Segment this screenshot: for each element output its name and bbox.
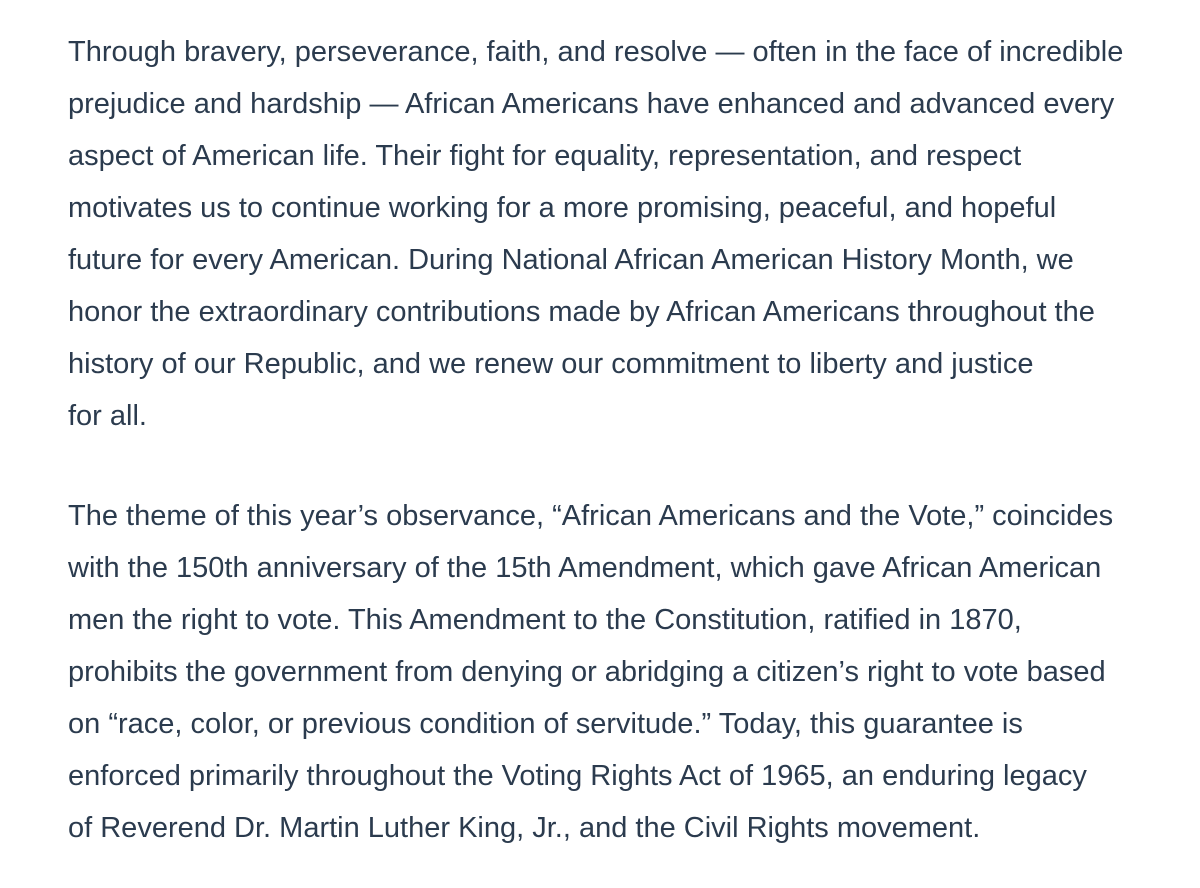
paragraph-line: with the 150th anniversary of the 15th Amendment, which gave African American xyxy=(68,552,1102,584)
paragraph-line: on “race, color, or previous condition of servitude.” Today, this guarantee is xyxy=(68,708,1023,740)
paragraph-line: men the right to vote. This Amendment to the Constitution, ratified in 1870, xyxy=(68,604,1022,636)
paragraph-line: for all. xyxy=(68,400,147,432)
paragraph-line: enforced primarily throughout the Voting Rights Act of 1965, an enduring legacy xyxy=(68,760,1087,792)
paragraph-2 xyxy=(68,490,1168,854)
paragraph-line: The theme of this year’s observance, “African Americans and the Vote,” coincides xyxy=(68,500,1114,532)
paragraph-line: of Reverend Dr. Martin Luther King, Jr., and the Civil Rights movement. xyxy=(68,812,981,844)
paragraph-line: future for every American. During National African American History Month, we xyxy=(68,244,1074,276)
paragraph-line: prohibits the government from denying or abridging a citizen’s right to vote based xyxy=(68,656,1106,688)
paragraph-line: motivates us to continue working for a more promising, peaceful, and hopeful xyxy=(68,192,1057,224)
paragraph-line: history of our Republic, and we renew our commitment to liberty and justice xyxy=(68,348,1034,380)
paragraph-line: Through bravery, perseverance, faith, and resolve — often in the face of incredible xyxy=(68,36,1124,68)
paragraph-line: prejudice and hardship — African Americans have enhanced and advanced every xyxy=(68,88,1115,120)
paragraph-1 xyxy=(68,26,1168,442)
paragraph-line: aspect of American life. Their fight for equality, representation, and respect xyxy=(68,140,1022,172)
article-body xyxy=(68,26,1168,854)
paragraph-line: honor the extraordinary contributions made by African Americans throughout the xyxy=(68,296,1095,328)
